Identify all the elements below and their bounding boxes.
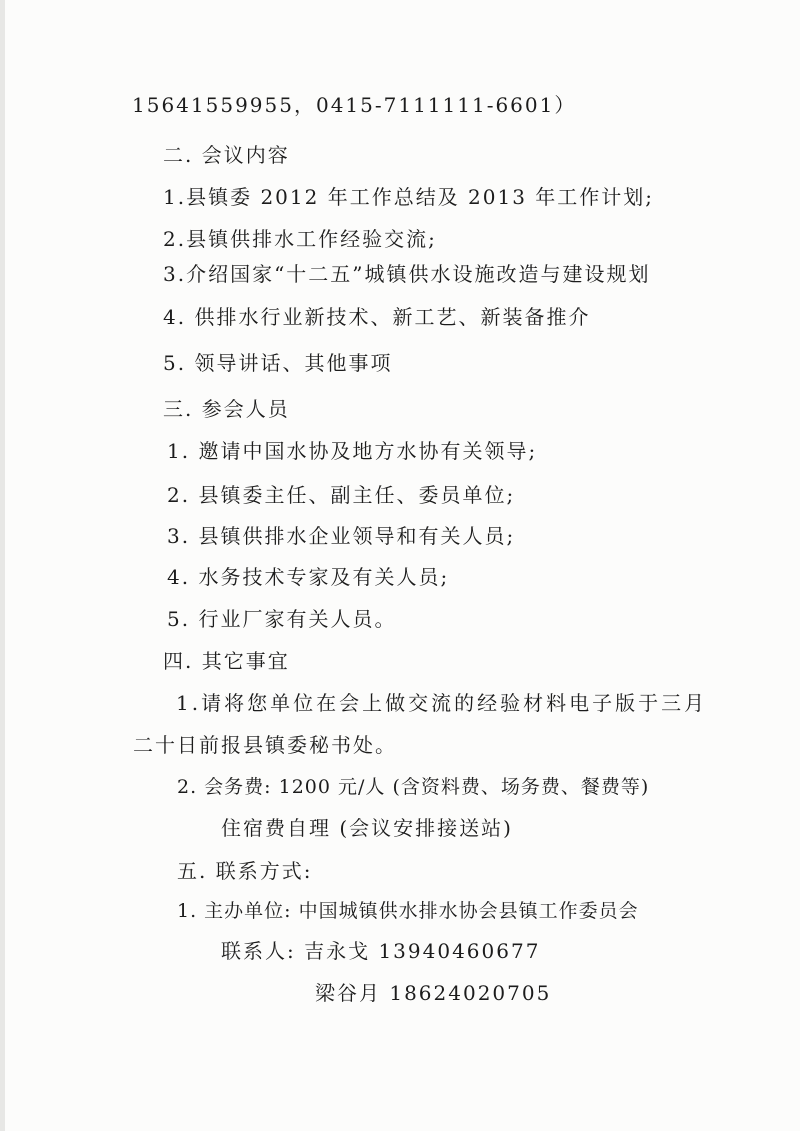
- attendees-item-5: 5. 行业厂家有关人员。: [167, 607, 397, 631]
- contact-person-1: 联系人: 吉永戈 13940460677: [221, 939, 541, 963]
- section-heading-attendees: 三. 参会人员: [163, 397, 290, 421]
- attendees-item-3: 3. 县镇供排水企业领导和有关人员;: [167, 524, 516, 548]
- other-matters-item-2-line-1: 2. 会务费: 1200 元/人 (含资料费、场务费、餐费等): [177, 776, 650, 798]
- section-heading-other-matters: 四. 其它事宜: [163, 649, 290, 673]
- organizer-line: 1. 主办单位: 中国城镇供水排水协会县镇工作委员会: [177, 900, 639, 922]
- other-matters-item-1-line-2: 二十日前报县镇委秘书处。: [133, 733, 397, 757]
- meeting-content-item-3: 3.介绍国家“十二五”城镇供水设施改造与建设规划: [163, 262, 651, 286]
- section-heading-contact: 五. 联系方式:: [177, 859, 313, 883]
- meeting-content-item-5: 5. 领导讲话、其他事项: [163, 351, 393, 375]
- attendees-item-1: 1. 邀请中国水协及地方水协有关领导;: [167, 439, 538, 463]
- scan-edge-shadow: [0, 0, 5, 1131]
- meeting-content-item-2: 2.县镇供排水工作经验交流;: [163, 227, 437, 251]
- other-matters-item-1-line-1: 1.请将您单位在会上做交流的经验材料电子版于三月: [176, 691, 708, 715]
- attendees-item-2: 2. 县镇委主任、副主任、委员单位;: [167, 483, 516, 507]
- attendees-item-4: 4. 水务技术专家及有关人员;: [167, 565, 450, 589]
- meeting-content-item-4: 4. 供排水行业新技术、新工艺、新装备推介: [163, 305, 591, 329]
- section-heading-meeting-content: 二. 会议内容: [163, 143, 290, 167]
- meeting-content-item-1: 1.县镇委 2012 年工作总结及 2013 年工作计划;: [163, 185, 655, 209]
- phone-numbers-continued: 15641559955，0415-7111111-6601）: [132, 93, 577, 117]
- other-matters-item-2-line-2: 住宿费自理 (会议安排接送站): [221, 816, 513, 840]
- contact-person-2: 梁谷月 18624020705: [315, 981, 552, 1005]
